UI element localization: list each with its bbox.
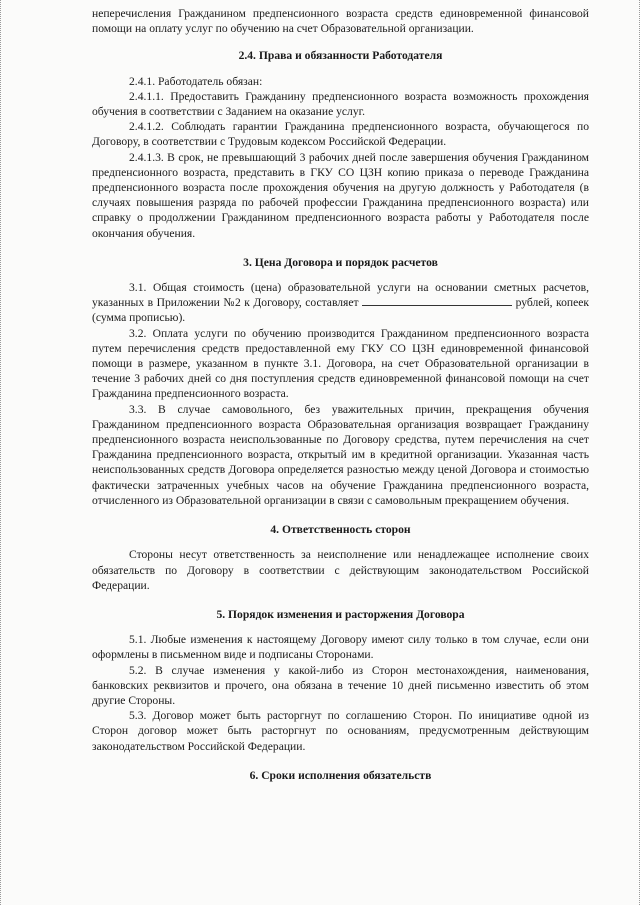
clause-2-4-1-2: 2.4.1.2. Соблюдать гарантии Гражданина предпенсионного возраста, обучающегося по Договору, в соответствии с Трудовым кодексом Российской Федерации. <box>92 120 589 149</box>
section-3-heading: 3. Цена Договора и порядок расчетов <box>243 255 438 269</box>
section-4-heading: 4. Ответственность сторон <box>270 523 411 537</box>
clause-2-4-1: 2.4.1. Работодатель обязан: <box>129 74 263 88</box>
clause-3-1-text: 3.1. Общая стоимость (цена) образовательной услуги на основании сметных расчетов, указанных в Приложении №2 к Договору, составляет <box>92 281 589 310</box>
clause-3-3: 3.3. В случае самовольного, без уважительных причин, прекращения обучения Гражданином предпенсионного возраста Образовательная организация возвращает Гражданину предпенсионного возраста неиспользованные по Договору средства, путем перечисления на счет Гражданина предпенсионного возраста, открытый им в кредитной организации. Указанная часть неиспользованных средств Договора определяется разностью между ценой Договора и стоимостью фактически затраченных учебных часов на обучение Гражданина предпенсионного возраста, отчисленного из Образовательной организации в связи с самовольным прекращением обучения. <box>92 402 589 507</box>
section-2-4-heading: 2.4. Права и обязанности Работодателя <box>238 49 443 63</box>
clause-3-1-tail: рублей, копеек (сумма прописью). <box>92 296 589 325</box>
price-blank-line <box>362 295 512 306</box>
clause-2-4-1-1: 2.4.1.1. Предоставить Гражданину предпенсионного возраста возможность прохождения обучения в соответствии с Заданием на оказание услуг. <box>92 89 589 119</box>
clause-5-2: 5.2. В случае изменения у какой-либо из Сторон местонахождения, наименования, банковских реквизитов и прочего, она обязана в течение 10 дней письменно известить об этом другие Стороны. <box>92 663 589 707</box>
section-4-paragraph: Стороны несут ответственность за неисполнение или ненадлежащее исполнение своих обязательств по Договору в соответствии с действующим законодательством Российской Федерации. <box>92 548 589 592</box>
clause-5-1: 5.1. Любые изменения к настоящему Договору имеют силу только в том случае, если они оформлены в письменном виде и подписаны Сторонами. <box>92 633 589 662</box>
clause-5-3: 5.3. Договор может быть расторгнут по соглашению Сторон. По инициативе одной из Сторон договор может быть расторгнут по основаниям, предусмотренным действующим законодательством Российской Федерации. <box>92 709 589 753</box>
section-5-heading: 5. Порядок изменения и расторжения Договора <box>216 607 465 621</box>
section-6-heading: 6. Сроки исполнения обязательств <box>249 768 432 782</box>
clause-3-2: 3.2. Оплата услуги по обучению производится Гражданином предпенсионного возраста путем перечисления средств предоставленной ему ГКУ СО ЦЗН единовременной финансовой помощи в размере, указанном в пункте 3.1. Договора, на счет Образовательной организации в течение 3 рабочих дней со дня поступления средств единовременной финансовой помощи на счет Гражданина предпенсионного возраста. <box>92 326 589 401</box>
carryover-paragraph: неперечисления Гражданином предпенсионного возраста средств единовременной финансовой помощи на оплату услуг по обучению на счет Образовательной организации. <box>92 7 589 36</box>
clause-2-4-1-3: 2.4.1.3. В срок, не превышающий 3 рабочих дней после завершения обучения Гражданином предпенсионного возраста, представить в ГКУ СО ЦЗН копию приказа о переводе Гражданина предпенсионного возраста после прохождения обучения на другую должность у Работодателя (в случаях повышения разряда по рабочей профессии Гражданина предпенсионного возраста) или справку о продолжении Гражданином предпенсионного возраста работы у Работодателя после окончания обучения. <box>92 150 589 240</box>
clause-3-1 <box>92 280 589 326</box>
document-body <box>92 6 589 793</box>
